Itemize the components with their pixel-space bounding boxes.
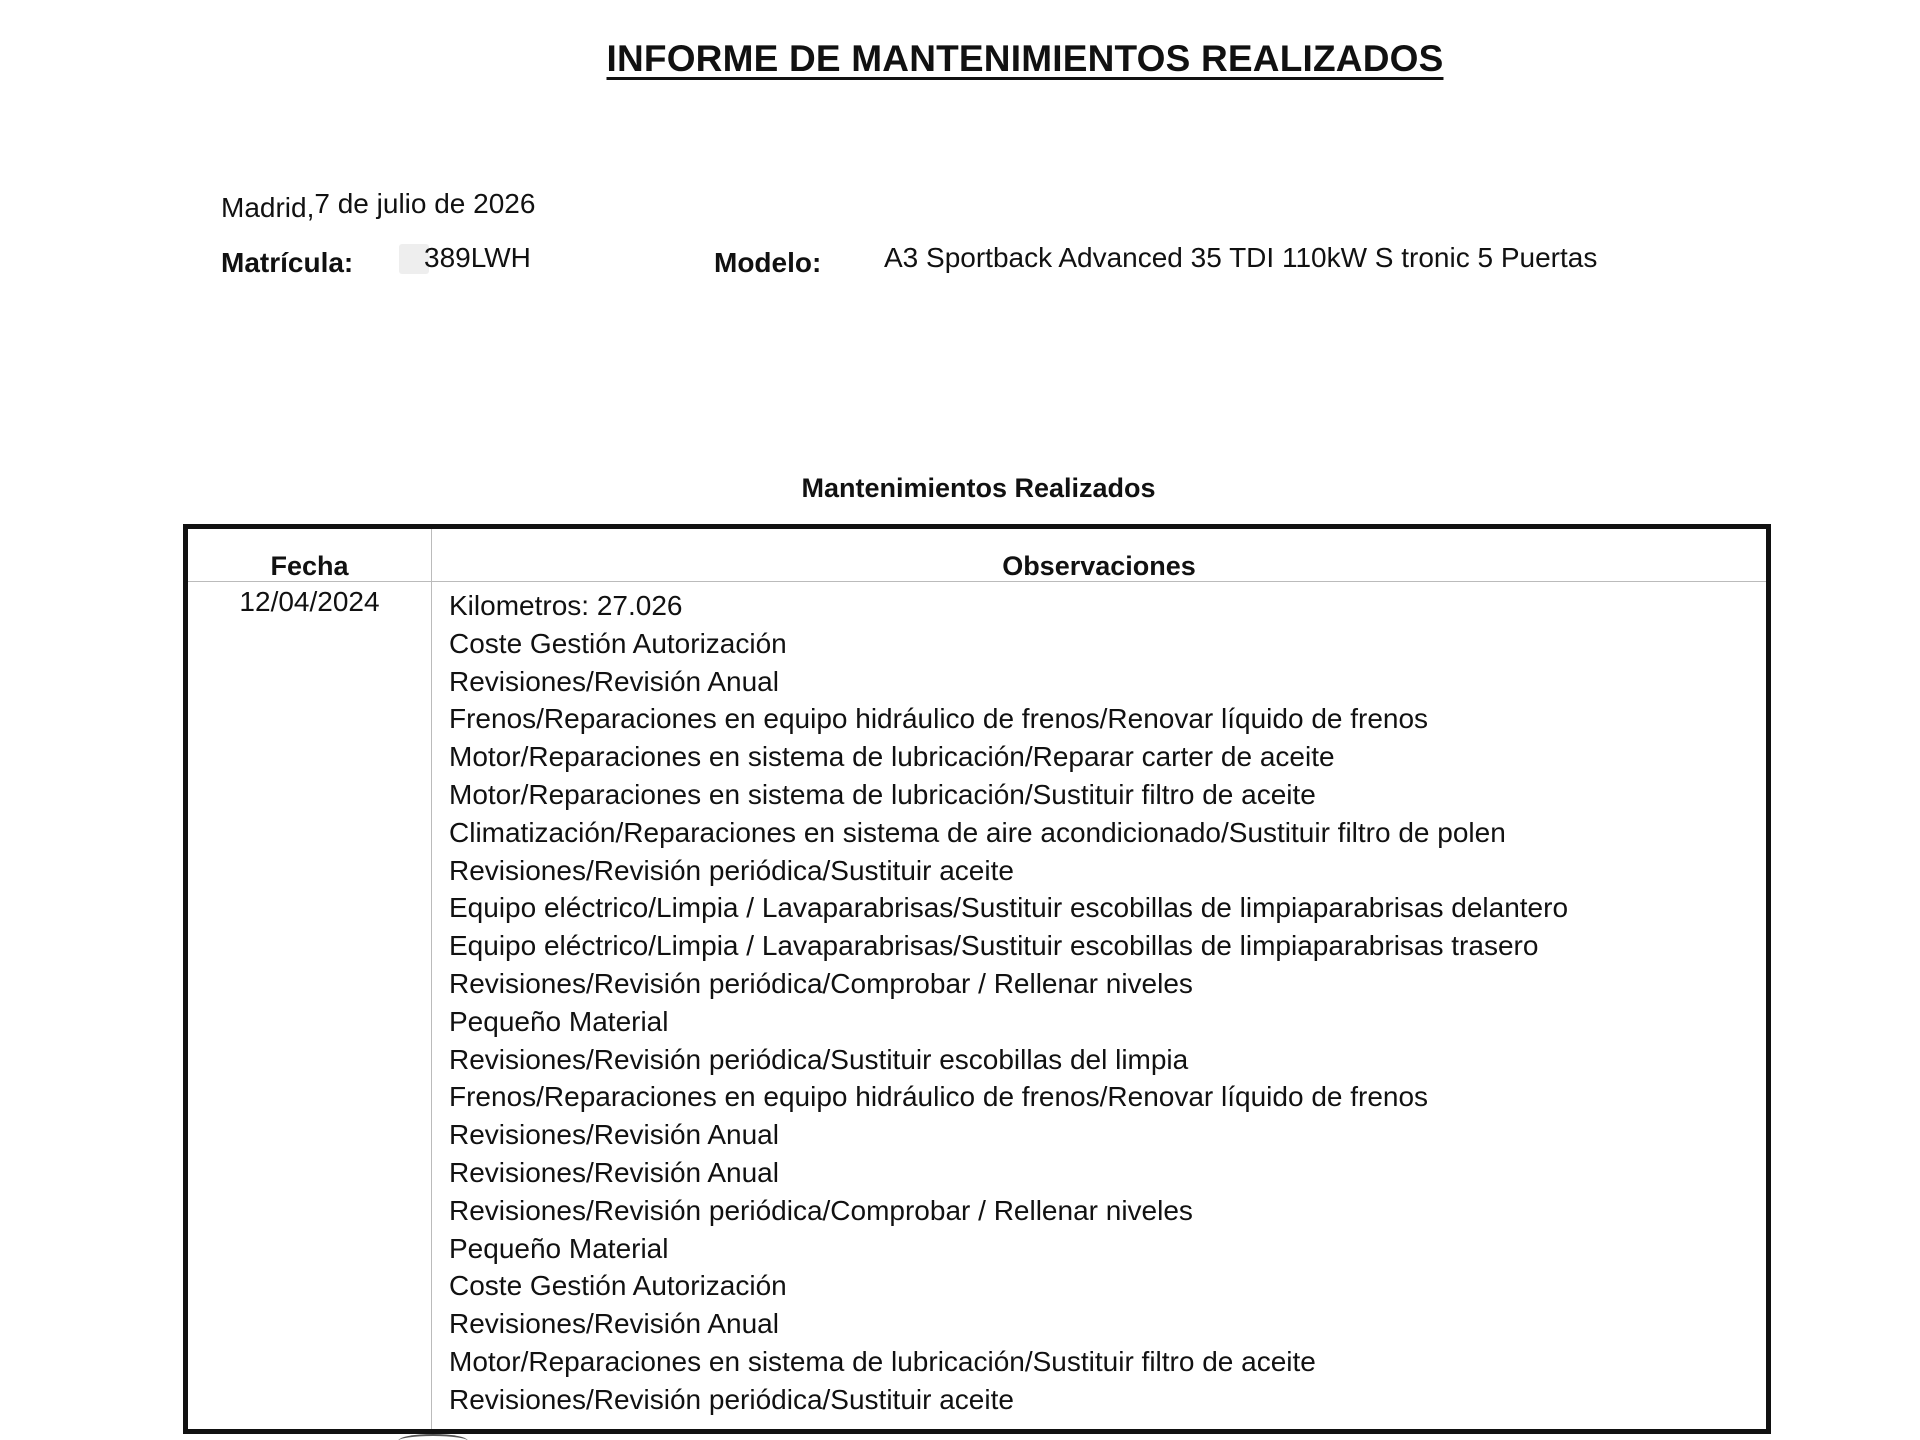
list-item: Revisiones/Revisión periódica/Sustituir aceite xyxy=(449,1383,1014,1415)
plate-value: 389LWH xyxy=(424,242,531,273)
table-row-notes xyxy=(449,587,1568,1419)
list-item: Revisiones/Revisión Anual xyxy=(449,1156,779,1188)
column-divider xyxy=(431,529,432,1429)
model-label: Modelo: xyxy=(714,247,822,278)
list-item: Revisiones/Revisión periódica/Sustituir escobillas del limpia xyxy=(449,1043,1189,1075)
report-date-line xyxy=(221,188,536,223)
list-item: Frenos/Reparaciones en equipo hidráulico de frenos/Renovar líquido de frenos xyxy=(449,703,1429,735)
plate-label: Matrícula: xyxy=(221,247,354,278)
list-item: Motor/Reparaciones en sistema de lubricación/Sustituir filtro de aceite xyxy=(449,778,1316,810)
list-item: Revisiones/Revisión Anual xyxy=(449,665,779,697)
list-item: Kilometros: 27.026 xyxy=(449,590,683,621)
table-row-date: 12/04/2024 xyxy=(239,586,380,617)
report-city: Madrid, xyxy=(221,192,315,223)
list-item: Motor/Reparaciones en sistema de lubricación/Reparar carter de aceite xyxy=(449,741,1335,773)
list-item: Equipo eléctrico/Limpia / Lavaparabrisas/Sustituir escobillas de limpiaparabrisas trasero xyxy=(449,930,1539,962)
column-header-notes: Observaciones xyxy=(1002,551,1196,581)
list-item: Pequeño Material xyxy=(449,1005,669,1037)
list-item: Coste Gestión Autorización xyxy=(449,627,787,659)
list-item: Revisiones/Revisión Anual xyxy=(449,1308,779,1340)
section-title: Mantenimientos Realizados xyxy=(801,473,1156,503)
stamp-fragment xyxy=(398,1434,468,1440)
list-item: Equipo eléctrico/Limpia / Lavaparabrisas/Sustituir escobillas de limpiaparabrisas delantero xyxy=(449,892,1569,924)
list-item: Coste Gestión Autorización xyxy=(449,1270,787,1302)
report-date: 7 de julio de 2026 xyxy=(314,188,536,219)
list-item: Pequeño Material xyxy=(449,1232,669,1264)
list-item: Motor/Reparaciones en sistema de lubricación/Sustituir filtro de aceite xyxy=(449,1345,1316,1377)
list-item: Climatización/Reparaciones en sistema de aire acondicionado/Sustituir filtro de polen xyxy=(449,816,1506,848)
list-item: Revisiones/Revisión periódica/Comprobar / Rellenar niveles xyxy=(449,967,1193,999)
model-value: A3 Sportback Advanced 35 TDI 110kW S tronic 5 Puertas xyxy=(884,242,1598,273)
report-title: INFORME DE MANTENIMIENTOS REALIZADOS xyxy=(606,38,1444,79)
list-item: Revisiones/Revisión Anual xyxy=(449,1119,779,1151)
list-item: Revisiones/Revisión periódica/Comprobar / Rellenar niveles xyxy=(449,1194,1193,1226)
column-header-date: Fecha xyxy=(270,551,349,581)
maintenance-table xyxy=(183,524,1771,1434)
list-item: Revisiones/Revisión periódica/Sustituir aceite xyxy=(449,854,1014,886)
list-item: Frenos/Reparaciones en equipo hidráulico de frenos/Renovar líquido de frenos xyxy=(449,1081,1429,1113)
